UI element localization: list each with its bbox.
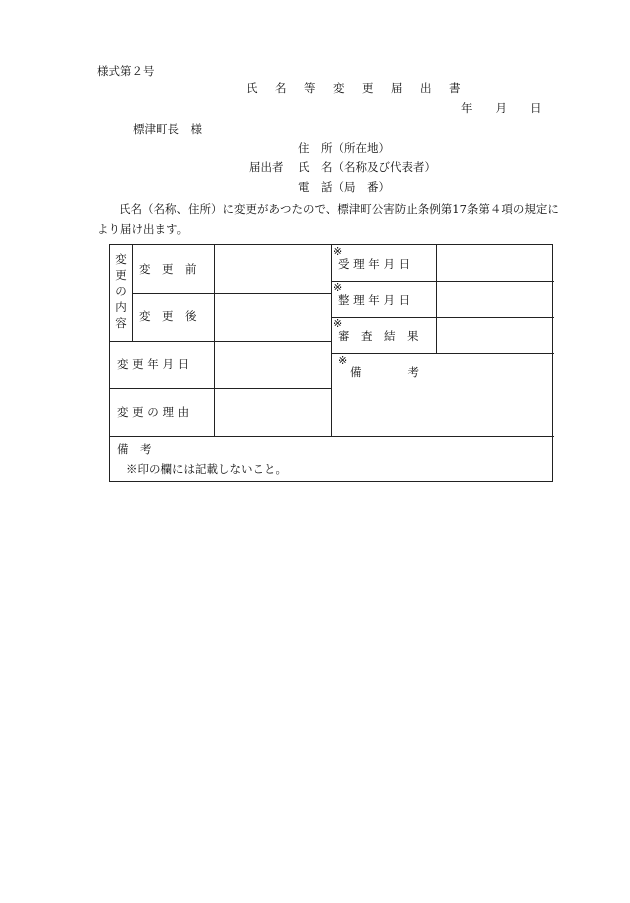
date-line: 年 月 日 xyxy=(461,101,542,115)
form-title: 氏 名 等 変 更 届 出 書 xyxy=(246,81,464,95)
addressee: 標津町長 様 xyxy=(133,122,202,136)
received-date-label: 受 理 年 月 日 xyxy=(338,257,411,271)
change-reason-label: 変 更 の 理 由 xyxy=(117,405,190,419)
office-remarks-label: 備 考 xyxy=(350,365,419,379)
applicant-address-label: 住 所（所在地） xyxy=(298,141,390,155)
change-date-field[interactable] xyxy=(215,342,331,388)
applicant-phone-label: 電 話（局 番） xyxy=(298,180,390,194)
after-change-label: 変 更 後 xyxy=(139,309,197,323)
change-date-label: 変 更 年 月 日 xyxy=(117,357,190,371)
change-content-label: 変更の内容 xyxy=(115,252,127,330)
statement-text: 氏名（名称、住所）に変更があつたので、標津町公害防止条例第17条第４項の規定により届け出ます。 xyxy=(97,202,559,236)
applicant-prefix: 届出者 xyxy=(249,160,284,174)
office-use-mark: ※ xyxy=(333,317,343,330)
review-result-label: 審 査 結 果 xyxy=(338,329,419,343)
before-change-field[interactable] xyxy=(215,246,331,293)
office-use-mark: ※ xyxy=(333,281,343,294)
form-number: 様式第２号 xyxy=(97,64,155,78)
remarks-heading: 備 考 xyxy=(117,442,152,456)
applicant-name-label: 氏 名（名称及び代表者） xyxy=(298,160,436,174)
processed-date-label: 整 理 年 月 日 xyxy=(338,293,411,307)
change-table xyxy=(109,244,553,482)
office-use-mark: ※ xyxy=(333,245,343,258)
office-use-mark: ※ xyxy=(338,354,348,367)
remarks-note: ※印の欄には記載しないこと。 xyxy=(126,462,287,476)
after-change-field[interactable] xyxy=(215,294,331,341)
before-change-label: 変 更 前 xyxy=(139,262,197,276)
change-reason-field[interactable] xyxy=(215,389,331,436)
